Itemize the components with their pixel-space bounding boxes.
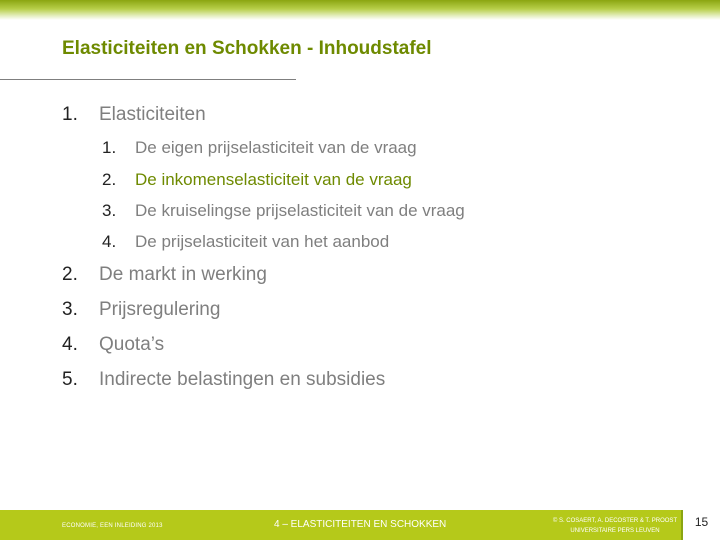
footer-copyright-publisher: UNIVERSITAIRE PERS LEUVEN bbox=[570, 528, 660, 534]
toc-item-number: 1. bbox=[62, 104, 78, 125]
slide-title: Elasticiteiten en Schokken - Inhoudstafel bbox=[62, 38, 432, 59]
toc-subitem-label: De eigen prijselasticiteit van de vraag bbox=[135, 138, 417, 157]
toc-item-number: 3. bbox=[62, 299, 78, 320]
toc-subitem-label: De inkomenselasticiteit van de vraag bbox=[135, 170, 412, 189]
toc-subitem-number: 3. bbox=[102, 201, 117, 220]
toc-item-number: 2. bbox=[62, 264, 78, 285]
toc-item-number: 5. bbox=[62, 369, 78, 390]
footer-chapter-title: 4 – ELASTICITEITEN EN SCHOKKEN bbox=[274, 519, 447, 530]
toc-item-label: Indirecte belastingen en subsidies bbox=[99, 369, 386, 390]
toc-item-label: Quota’s bbox=[99, 334, 165, 355]
toc-subitem-number: 2. bbox=[102, 170, 117, 189]
page-number-box bbox=[681, 510, 720, 540]
toc-subitem-number: 4. bbox=[102, 232, 117, 251]
slide-footer bbox=[0, 510, 720, 540]
toc-item-label: De markt in werking bbox=[99, 264, 267, 285]
footer-copyright-authors: © S. COSAERT, A. DECOSTER & T. PROOST bbox=[552, 518, 678, 524]
toc-item-number: 4. bbox=[62, 334, 78, 355]
page-number: 15 bbox=[694, 515, 709, 529]
toc-subitem-number: 1. bbox=[102, 138, 117, 157]
toc-item-label: Elasticiteiten bbox=[99, 104, 206, 125]
toc-subitem-label: De kruiselingse prijselasticiteit van de vraag bbox=[135, 201, 465, 220]
title-underline bbox=[0, 79, 296, 80]
toc-item-label: Prijsregulering bbox=[99, 299, 221, 320]
toc-subitem-label: De prijselasticiteit van het aanbod bbox=[135, 232, 390, 251]
footer-copyright bbox=[540, 516, 690, 536]
top-gradient-bar bbox=[0, 0, 720, 20]
footer-course-title: ECONOMIE, EEN INLEIDING 2013 bbox=[62, 523, 163, 529]
